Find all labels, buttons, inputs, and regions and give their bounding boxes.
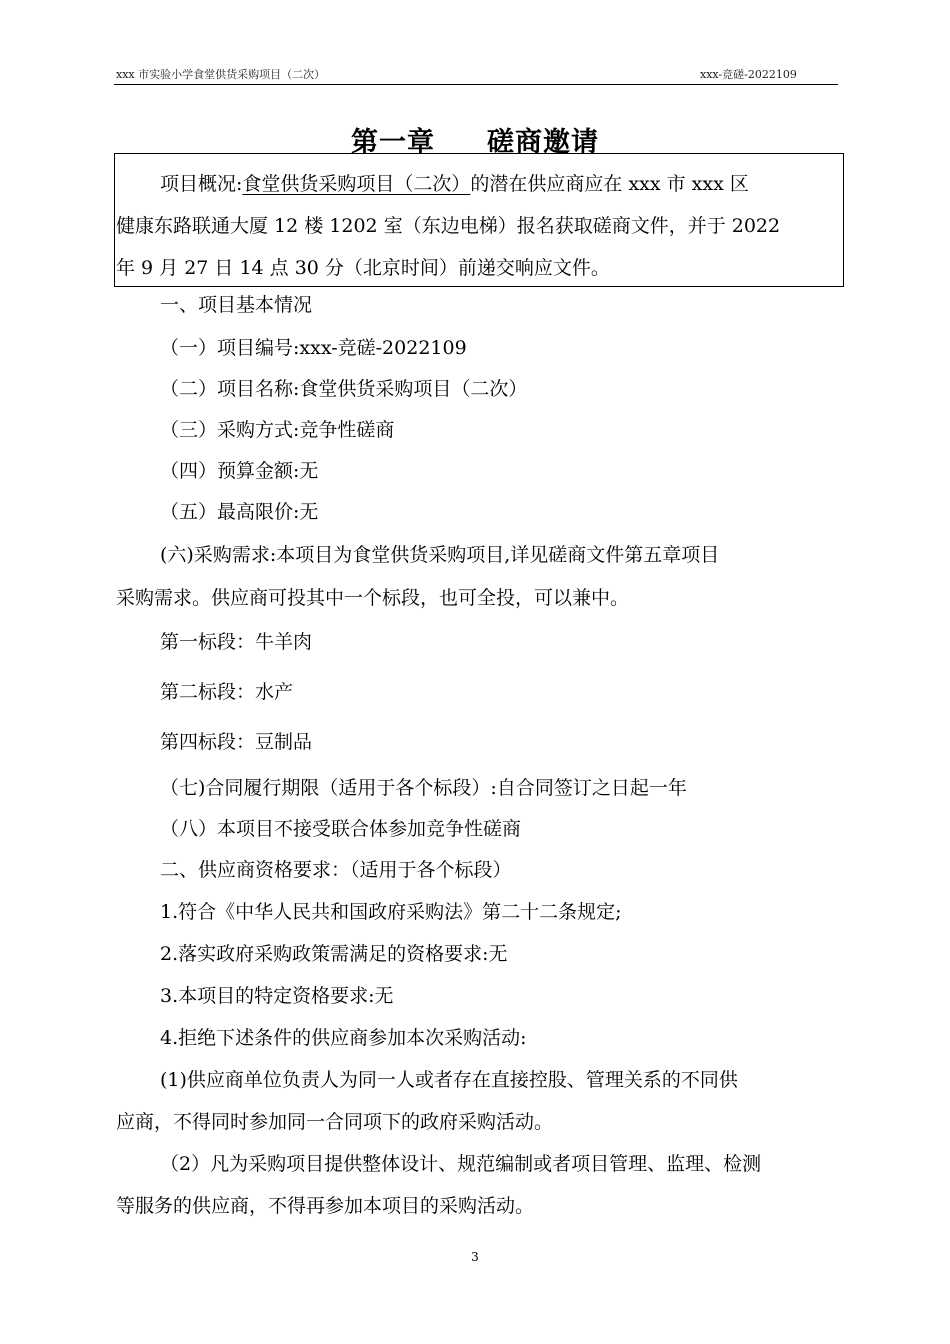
qualification-1: 1.符合《中华人民共和国政府采购法》第二十二条规定;: [160, 901, 622, 923]
item-budget: （四）预算金额:无: [160, 460, 319, 482]
running-header-code: xxx-竞磋-2022109: [700, 68, 797, 81]
overview-line-2: 健康东路联通大厦 12 楼 1202 室（东边电梯）报名获取磋商文件，并于 2022: [116, 215, 781, 237]
qualification-2: 2.落实政府采购政策需满足的资格要求:无: [160, 943, 508, 965]
overview-project-name: 食堂供货采购项目（二次）: [242, 173, 471, 195]
lot-2: 第二标段：水产: [160, 681, 294, 703]
item-procurement-method: （三）采购方式:竞争性磋商: [160, 419, 395, 441]
item-no-consortium: （八）本项目不接受联合体参加竞争性磋商: [160, 818, 522, 840]
item-contract-term: （七)合同履行期限（适用于各个标段）:自合同签订之日起一年: [160, 777, 687, 799]
running-header-title: xxx 市实验小学食堂供货采购项目（二次）: [116, 68, 326, 81]
exclusion-1-line-2: 应商，不得同时参加同一合同项下的政府采购活动。: [116, 1111, 554, 1133]
lot-4: 第四标段：豆制品: [160, 731, 313, 753]
exclusion-2-line-2: 等服务的供应商，不得再参加本项目的采购活动。: [116, 1195, 535, 1217]
exclusion-2-line-1: （2）凡为采购项目提供整体设计、规范编制或者项目管理、监理、检测: [160, 1153, 762, 1175]
section2-title: 二、供应商资格要求：（适用于各个标段）: [160, 859, 512, 881]
item-demand-line-2: 采购需求。供应商可投其中一个标段，也可全投，可以兼中。: [116, 587, 630, 609]
qualification-3: 3.本项目的特定资格要求:无: [160, 985, 394, 1007]
item-project-number: （一）项目编号:xxx-竞磋-2022109: [160, 337, 467, 359]
item-max-price: （五）最高限价:无: [160, 501, 319, 523]
lot-1: 第一标段：牛羊肉: [160, 631, 313, 653]
qualification-4: 4.拒绝下述条件的供应商参加本次采购活动:: [160, 1027, 527, 1049]
exclusion-1-line-1: (1)供应商单位负责人为同一人或者存在直接控股、管理关系的不同供: [160, 1069, 738, 1091]
overview-line-1: [160, 172, 749, 196]
item-project-name: （二）项目名称:食堂供货采购项目（二次）: [160, 378, 528, 400]
header-divider: [114, 84, 838, 85]
chapter-title: 第一章 磋商邀请: [351, 127, 599, 158]
page-number: 3: [471, 1250, 479, 1264]
item-demand-line-1: (六)采购需求:本项目为食堂供货采购项目,详见磋商文件第五章项目: [160, 544, 720, 566]
overview-label: 项目概况:: [160, 173, 243, 195]
overview-line1-rest: 的潜在供应商应在 xxx 市 xxx 区: [470, 173, 749, 195]
overview-line-3: 年 9 月 27 日 14 点 30 分（北京时间）前递交响应文件。: [116, 257, 610, 279]
section1-title: 一、项目基本情况: [160, 294, 313, 316]
